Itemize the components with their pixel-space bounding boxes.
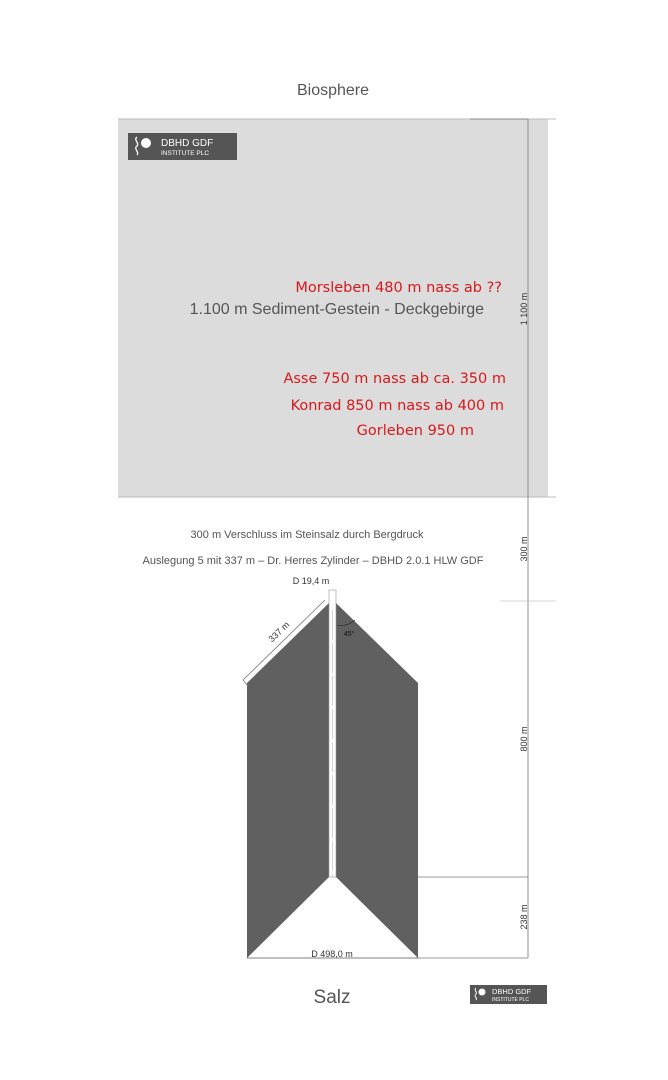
logo-top bbox=[128, 133, 237, 160]
repository-left-wing bbox=[247, 603, 329, 958]
depth-base-label: 238 m bbox=[519, 904, 529, 930]
circle-icon bbox=[479, 989, 486, 996]
repository-right-wing bbox=[336, 603, 418, 958]
logo-bottom-line2: INSTITUTE PLC bbox=[492, 997, 529, 1003]
depth-closure-label: 300 m bbox=[519, 536, 529, 562]
shaft-diameter-label: D 19,4 m bbox=[292, 576, 330, 586]
site-asse: Asse 750 m nass ab ca. 350 m bbox=[283, 371, 506, 387]
closure-note: 300 m Verschluss im Steinsalz durch Bergdruck bbox=[190, 529, 424, 541]
logo-line2: INSTITUTE PLC bbox=[161, 150, 210, 157]
site-gorleben: Gorleben 950 m bbox=[356, 423, 474, 439]
site-konrad: Konrad 850 m nass ab 400 m bbox=[290, 398, 504, 414]
layer-description: 1.100 m Sediment-Gestein - Deckgebirge bbox=[189, 301, 484, 318]
base-diameter-label: D 498,0 m bbox=[311, 949, 353, 959]
circle-icon bbox=[141, 138, 151, 148]
design-note: Auslegung 5 mit 337 m – Dr. Herres Zylinder – DBHD 2.0.1 HLW GDF bbox=[142, 555, 484, 567]
flank-length-label: 337 m bbox=[266, 619, 292, 645]
logo-bottom-line1: DBHD GDF bbox=[492, 987, 532, 996]
biosphere-label: Biosphere bbox=[296, 82, 370, 99]
site-morsleben: Morsleben 480 m nass ab ?? bbox=[295, 280, 502, 296]
logo-line1: DBHD GDF bbox=[161, 138, 214, 149]
depth-body-label: 800 m bbox=[519, 726, 529, 752]
logo-bottom bbox=[470, 985, 547, 1004]
salz-label: Salz bbox=[313, 987, 351, 1008]
angle-label: 45° bbox=[343, 631, 355, 638]
depth-sediment-label: 1 100 m bbox=[519, 292, 529, 326]
